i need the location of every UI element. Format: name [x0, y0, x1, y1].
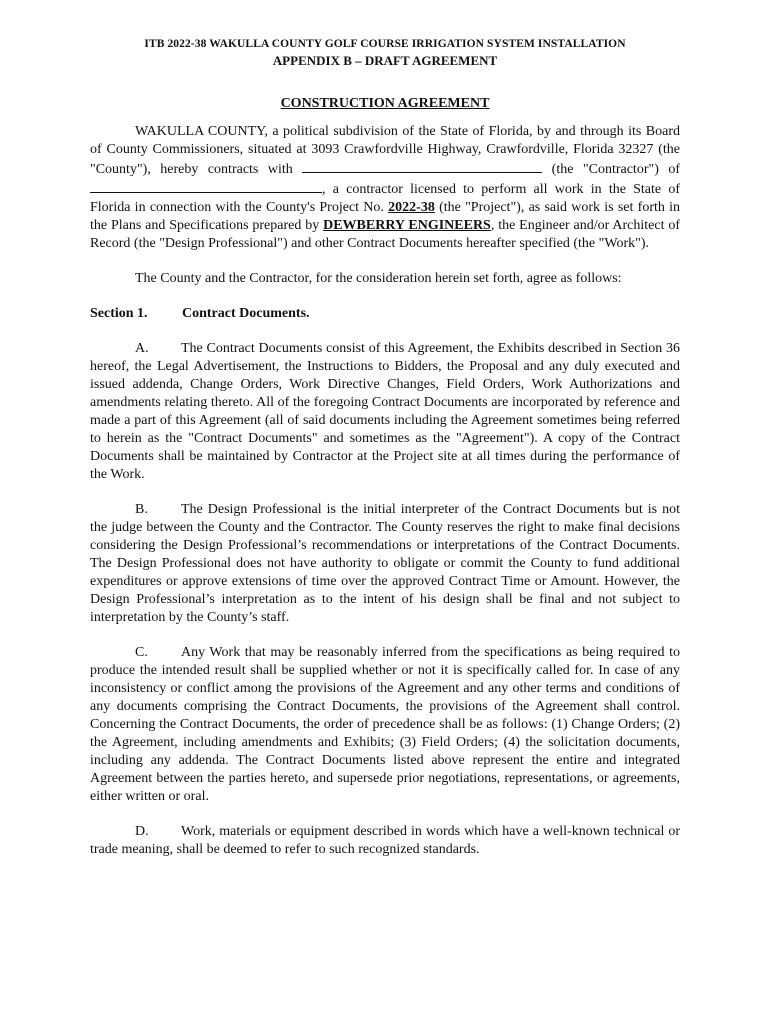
- paragraph-letter: A.: [135, 341, 149, 356]
- paragraph-a: [90, 340, 680, 484]
- paragraph-text: Any Work that may be reasonably inferred from the specifications as being required to produce the intended result shall be supplied whether or not it is specifically called for. In case of any inconsistency or conflict among the provisions of the Agreement and any other terms and conditions of any documents comprising the Contract Documents, the provisions of the Agreement shall control. Concerning the Contract Documents, the order of precedence shall be as follows: (1) Change Orders; (2) the Agreement, including amendments and Exhibits; (3) Field Orders; (4) the solicitation documents, including any addenda. The Contract Documents listed above represent the entire and integrated Agreement between the parties hereto, and supersede prior negotiations, representations, or agreements, either written or oral.: [90, 645, 680, 804]
- page-title: CONSTRUCTION AGREEMENT: [280, 96, 490, 111]
- document-header-itb: ITB 2022-38 WAKULLA COUNTY GOLF COURSE IRRIGATION SYSTEM INSTALLATION: [144, 38, 626, 50]
- paragraph-d: [90, 823, 680, 859]
- section-heading: [90, 305, 680, 323]
- section-number: Section 1.: [90, 306, 148, 321]
- intro-text-2: (the "Contractor") of: [542, 162, 680, 177]
- intro-text-3: , a contractor licensed to perform all work in the State of Florida in connection with the County's Project No.: [90, 182, 680, 215]
- paragraph-letter: C.: [135, 645, 148, 660]
- paragraph-b: [90, 501, 680, 627]
- contractor-name-blank: [302, 159, 542, 173]
- intro-paragraph: [90, 123, 680, 253]
- paragraph-text: The Contract Documents consist of this Agreement, the Exhibits described in Section 36 hereof, the Legal Advertisement, the Instructions to Bidders, the Proposal and any duly executed and issued addenda, Change Orders, Work Directive Changes, Field Orders, Work Authorizations and amendments relating thereto. All of the foregoing Contract Documents are incorporated by reference and made a part of this Agreement (all of said documents including the Agreement sometimes being referred to herein as the "Contract Documents" and sometimes as the "Agreement"). A copy of the Contract Documents shall be maintained by Contractor at the Project site at all times during the performance of the Work.: [90, 341, 680, 482]
- paragraph-text: Work, materials or equipment described in words which have a well-known technical or trade meaning, shall be deemed to refer to such recognized standards.: [90, 824, 680, 857]
- engineer-name: DEWBERRY ENGINEERS: [323, 218, 491, 233]
- intro-text-1: WAKULLA COUNTY, a political subdivision of the State of Florida, by and through its Board of County Commissioners, situated at 3093 Crawfordville Highway, Crawfordville, Florida 32327 (the "County"), hereby contracts with: [90, 124, 680, 177]
- intro-text-4: (the "Project"), as said work is set forth in the Plans and Specifications prepared by: [90, 200, 680, 233]
- agreement-statement: The County and the Contractor, for the consideration herein set forth, agree as follows:: [135, 271, 622, 286]
- document-header-appendix: APPENDIX B – DRAFT AGREEMENT: [272, 53, 498, 68]
- document-page: [90, 36, 680, 859]
- section-title: Contract Documents.: [182, 306, 310, 321]
- project-number: 2022-38: [388, 200, 435, 215]
- paragraph-text: The Design Professional is the initial interpreter of the Contract Documents but is not the judge between the County and the Contractor. The County reserves the right to make final decisions considering the Design Professional’s recommendations or interpretations of the Contract Documents. The Design Professional does not have authority to obligate or commit the County to fund additional expenditures or approve extensions of time over the approved Contract Time or Amount. However, the Design Professional’s interpretation as to the intent of his design shall be final and not subject to interpretation by the County’s staff.: [90, 502, 680, 625]
- paragraph-letter: B.: [135, 502, 148, 517]
- contractor-location-blank: [90, 179, 322, 193]
- paragraph-letter: D.: [135, 824, 149, 839]
- intro-text-5: , the Engineer and/or Architect of Record (the "Design Professional") and other Contract Documents hereafter specified (the "Work").: [90, 218, 681, 251]
- paragraph-c: [90, 644, 680, 806]
